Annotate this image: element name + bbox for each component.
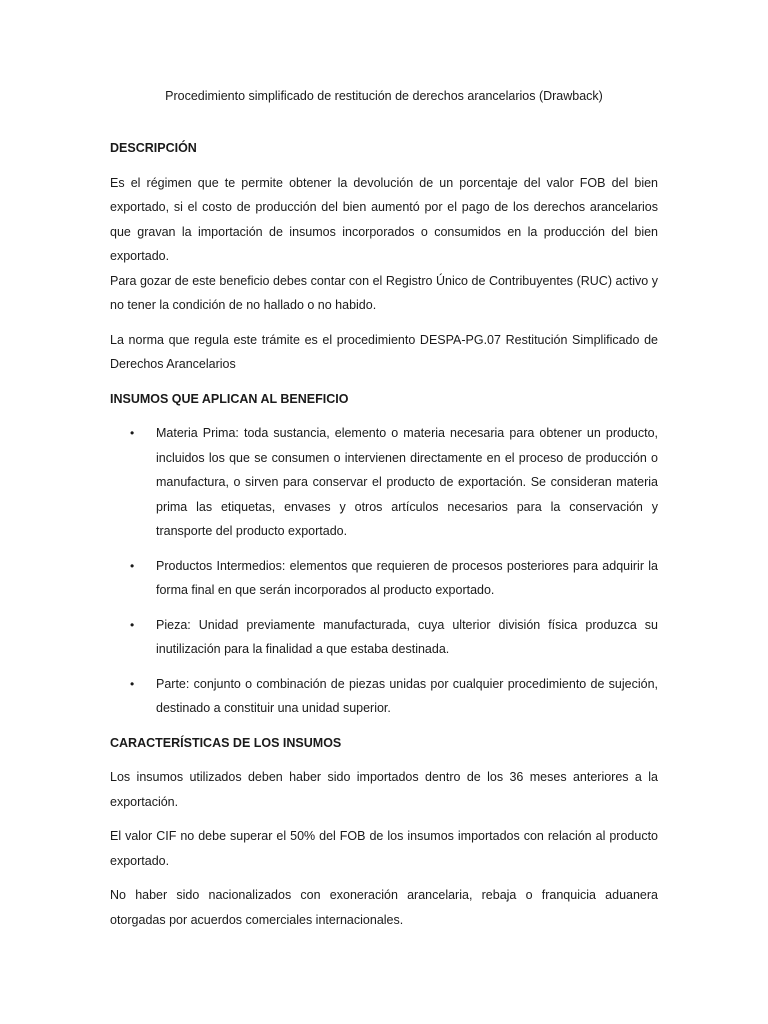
list-item-text: toda sustancia, elemento o materia necesaria para obtener un producto, incluidos los que se consumen o intervienen directamente en el proceso de producción o manufactura, o sirven para conservar el producto de exportación. Se consideran materia prima las etiquetas, envases y otros artículos necesarios para la conservación y transporte del producto exportado.: [156, 426, 658, 538]
section-heading-caracteristicas: CARACTERÍSTICAS DE LOS INSUMOS: [110, 735, 342, 750]
descripcion-paragraph-2: Para gozar de este beneficio debes contar con el Registro Único de Contribuyentes (RUC) activo y no tener la condición de no hallado o no habido.: [110, 273, 658, 312]
descripcion-paragraph-3: La norma que regula este trámite es el procedimiento DESPA-PG.07 Restitución Simplificado de Derechos Arancelarios: [110, 332, 658, 371]
list-item-term: Materia Prima:: [156, 426, 239, 440]
bullet-icon: •: [130, 426, 135, 440]
bullet-icon: •: [130, 558, 135, 573]
list-item-productos-intermedios: [110, 554, 658, 603]
section-heading-insumos: INSUMOS QUE APLICAN AL BENEFICIO: [110, 391, 349, 406]
list-item-term: Pieza:: [156, 617, 191, 632]
list-item-text: conjunto o combinación de piezas unidas por cualquier procedimiento de sujeción, destinado a constituir una unidad superior.: [156, 676, 658, 715]
list-item-text: Unidad previamente manufacturada, cuya ulterior división física produzca su inutilización para la finalidad a que estaba destinada.: [156, 617, 658, 656]
document-body: [110, 136, 658, 942]
descripcion-paragraph-1: Es el régimen que te permite obtener la devolución de un porcentaje del valor FOB del bien exportado, si el costo de producción del bien aumentó por el pago de los derechos arancelarios que gravan la importación de insumos incorporados o consumidos en la producción del bien exportado.: [110, 175, 658, 263]
caracteristicas-paragraph-2: El valor CIF no debe superar el 50% del FOB de los insumos importados con relación al producto exportado.: [110, 829, 658, 868]
list-item-term: Productos Intermedios:: [156, 558, 286, 573]
document-title: Procedimiento simplificado de restitución de derechos arancelarios (Drawback): [165, 89, 603, 103]
list-item-text: elementos que requieren de procesos posteriores para adquirir la forma final en que serán incorporados al producto exportado.: [156, 558, 658, 597]
list-item-materia-prima: [110, 421, 658, 544]
section-heading-descripcion: DESCRIPCIÓN: [110, 141, 197, 155]
insumos-list: [110, 421, 658, 721]
list-item-pieza: [110, 613, 658, 662]
caracteristicas-paragraph-3: No haber sido nacionalizados con exoneración arancelaria, rebaja o franquicia aduanera otorgadas por acuerdos comerciales internacionales.: [110, 888, 658, 927]
caracteristicas-paragraph-1: Los insumos utilizados deben haber sido importados dentro de los 36 meses anteriores a la exportación.: [110, 770, 658, 809]
bullet-icon: •: [130, 617, 135, 632]
bullet-icon: •: [130, 676, 135, 691]
list-item-term: Parte:: [156, 676, 190, 691]
list-item-parte: [110, 672, 658, 721]
